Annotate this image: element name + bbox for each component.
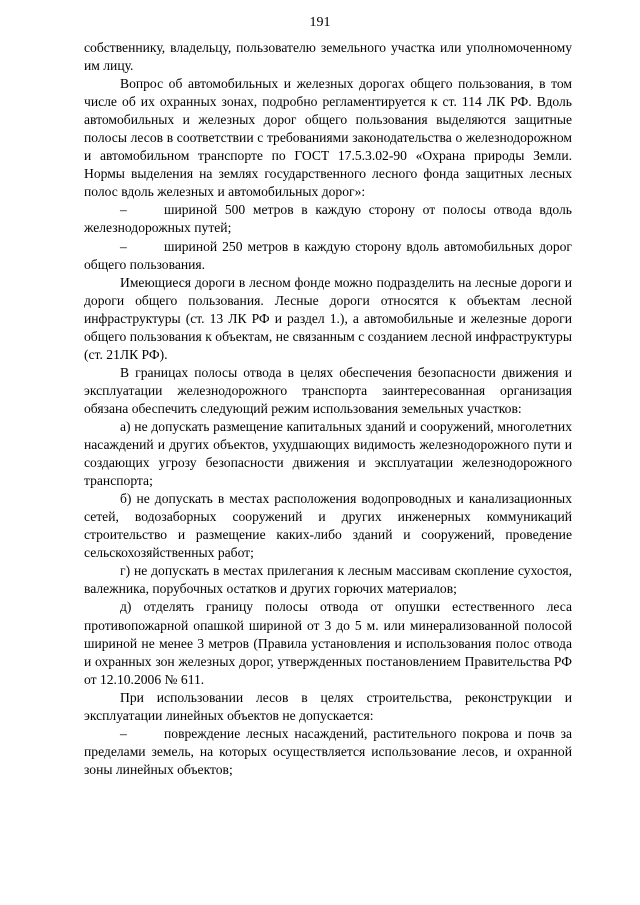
- paragraph-continuation: собственнику, владельцу, пользователю земельного участка или уполномоченному им лицу.: [84, 40, 572, 74]
- list-item-road-strip: [84, 238, 572, 274]
- paragraph-item-a: а) не допускать размещение капитальных зданий и сооружений, многолетних насаждений и других объектов, ухудшающих видимость железнодорожного пути и создающих угрозу безопасности движения и эксплуатации железнодорожного транспорта;: [84, 418, 572, 489]
- list-item-text: шириной 250 метров в каждую сторону вдоль автомобильных дорог общего пользования.: [84, 238, 572, 272]
- list-item-damage: [84, 725, 572, 779]
- list-item-railway-strip: [84, 201, 572, 237]
- paragraph-forest-roads: Имеющиеся дороги в лесном фонде можно подразделить на лесные дороги и дороги общего пользования. Лесные дороги относятся к объектам лесной инфраструктуры (ст. 13 ЛК РФ и раздел 1.), а автомобильные и железные дороги общего пользования к объектам, не связанным с созданием лесной инфраструктуры (ст. 21ЛК РФ).: [84, 274, 572, 362]
- paragraph-right-of-way: В границах полосы отвода в целях обеспечения безопасности движения и эксплуатации железнодорожного транспорта заинтересованная организация обязана обеспечить следующий режим использования земельных участков:: [84, 364, 572, 416]
- list-item-text: шириной 500 метров в каждую сторону от полосы отвода вдоль железнодорожных путей;: [84, 202, 572, 236]
- paragraph-linear-objects: При использовании лесов в целях строительства, реконструкции и эксплуатации линейных объектов не допускается:: [84, 689, 572, 723]
- paragraph-item-b: б) не допускать в местах расположения водопроводных и канализационных сетей, водозаборных сооружений и других инженерных коммуникаций строительство и размещение каких-либо зданий и сооружений, проведение сельскохозяйственных работ;: [84, 491, 572, 561]
- page-number: 191: [309, 15, 331, 30]
- body-text: [84, 39, 572, 779]
- paragraph-item-g: г) не допускать в местах прилегания к лесным массивам скопление сухостоя, валежника, порубочных остатков и других горючих материалов;: [84, 563, 572, 597]
- list-item-text: повреждение лесных насаждений, растительного покрова и почв за пределами земель, на которых осуществляется использование лесов, и охранной зоны линейных объектов;: [84, 725, 572, 777]
- paragraph-item-d: д) отделять границу полосы отвода от опушки естественного леса противопожарной опашкой шириной от 3 до 5 м. или минерализованной полосой шириной не менее 3 метров (Правила установления и использования полос отвода и охранных зон железных дорог, утвержденных постановлением Правительства РФ от 12.10.2006 № 611.: [84, 599, 572, 687]
- dash-marker: –: [120, 725, 127, 741]
- dash-marker: –: [120, 202, 127, 218]
- paragraph-roads-regulation: Вопрос об автомобильных и железных дорогах общего пользования, в том числе об их охранных зонах, подробно регламентируется к ст. 114 ЛК РФ. Вдоль автомобильных и железных дорог общего пользования выделяются защитные полосы лесов в соответствии с требованиями законодательства о железнодорожном и автомобильном транспорте по ГОСТ 17.5.3.02-90 «Охрана природы Земли. Нормы выделения на землях государственного лесного фонда защитных лесных полос вдоль железных и автомобильных дорог»:: [84, 76, 572, 200]
- dash-marker: –: [120, 238, 127, 254]
